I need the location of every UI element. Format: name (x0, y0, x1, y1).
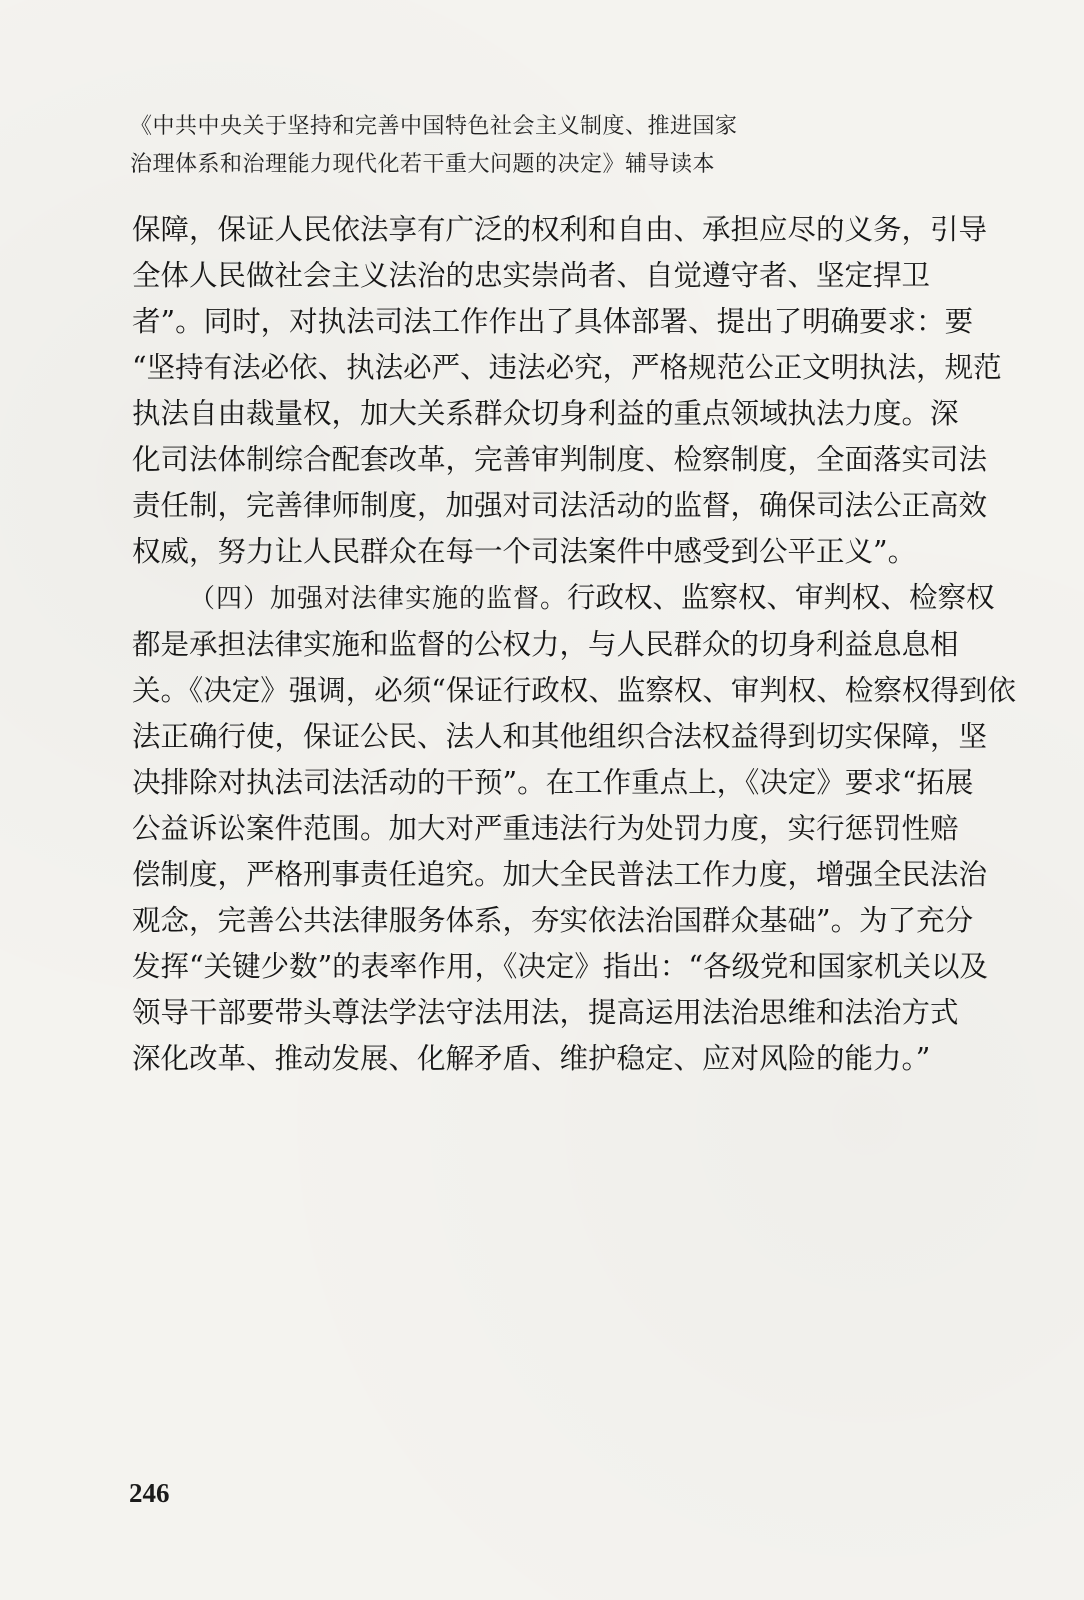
paragraph-2-first-line-rest: 行政权、监察权、审判权、检察权 (567, 581, 995, 614)
body-line-6: 化司法体制综合配套改革，完善审判制度、检察制度，全面落实司法 (132, 443, 988, 476)
paragraph-2-first-line (132, 575, 995, 622)
body-line-2: 全体人民做社会主义法治的忠实崇尚者、自觉遵守者、坚定捍卫 (132, 259, 931, 292)
paragraph-2-line-6: 公益诉讼案件范围。加大对严重违法行为处罚力度，实行惩罚性赔 (132, 812, 959, 845)
paragraph-2-line-5: 决排除对执法司法活动的干预”。在工作重点上，《决定》要求“拓展 (132, 766, 974, 799)
paragraph-2-line-4: 法正确行使，保证公民、法人和其他组织合法权益得到切实保障，坚 (132, 720, 988, 753)
body-line-3: 者”。同时，对执法司法工作作出了具体部署、提出了明确要求：要 (132, 305, 974, 338)
body-line-5: 执法自由裁量权，加大关系群众切身利益的重点领域执法力度。深 (132, 397, 959, 430)
section-heading: （四）加强对法律实施的监督。 (189, 584, 568, 614)
paragraph-2-line-7: 偿制度，严格刑事责任追究。加大全民普法工作力度，增强全民法治 (132, 858, 988, 891)
paragraph-2-line-2: 都是承担法律实施和监督的公权力，与人民群众的切身利益息息相 (132, 628, 959, 661)
paragraph-2-line-3: 关。《决定》强调，必须“保证行政权、监察权、审判权、检察权得到依 (132, 674, 1016, 707)
body-line-8: 权威，努力让人民群众在每一个司法案件中感受到公平正义”。 (132, 535, 917, 568)
body-line-4: “坚持有法必依、执法必严、违法必究，严格规范公正文明执法，规范 (132, 351, 1002, 384)
paragraph-2-line-9: 发挥“关键少数”的表率作用，《决定》指出：“各级党和国家机关以及 (132, 950, 988, 983)
paragraph-2-line-10: 领导干部要带头尊法学法守法用法，提高运用法治思维和法治方式 (132, 996, 959, 1029)
body-line-1: 保障，保证人民依法享有广泛的权利和自由、承担应尽的义务，引导 (132, 213, 988, 246)
page-number: 246 (129, 1478, 170, 1508)
running-head (130, 108, 950, 184)
paragraph-2-line-11: 深化改革、推动发展、化解矛盾、维护稳定、应对风险的能力。” (132, 1042, 931, 1075)
running-head-line-1: 《中共中央关于坚持和完善中国特色社会主义制度、推进国家 (130, 114, 738, 139)
running-head-line-2: 治理体系和治理能力现代化若干重大问题的决定》辅导读本 (130, 152, 716, 177)
body-line-7: 责任制，完善律师制度，加强对司法活动的监督，确保司法公正高效 (132, 489, 988, 522)
paragraph-2-line-8: 观念，完善公共法律服务体系，夯实依法治国群众基础”。为了充分 (132, 904, 974, 937)
body-text (132, 207, 1016, 1082)
